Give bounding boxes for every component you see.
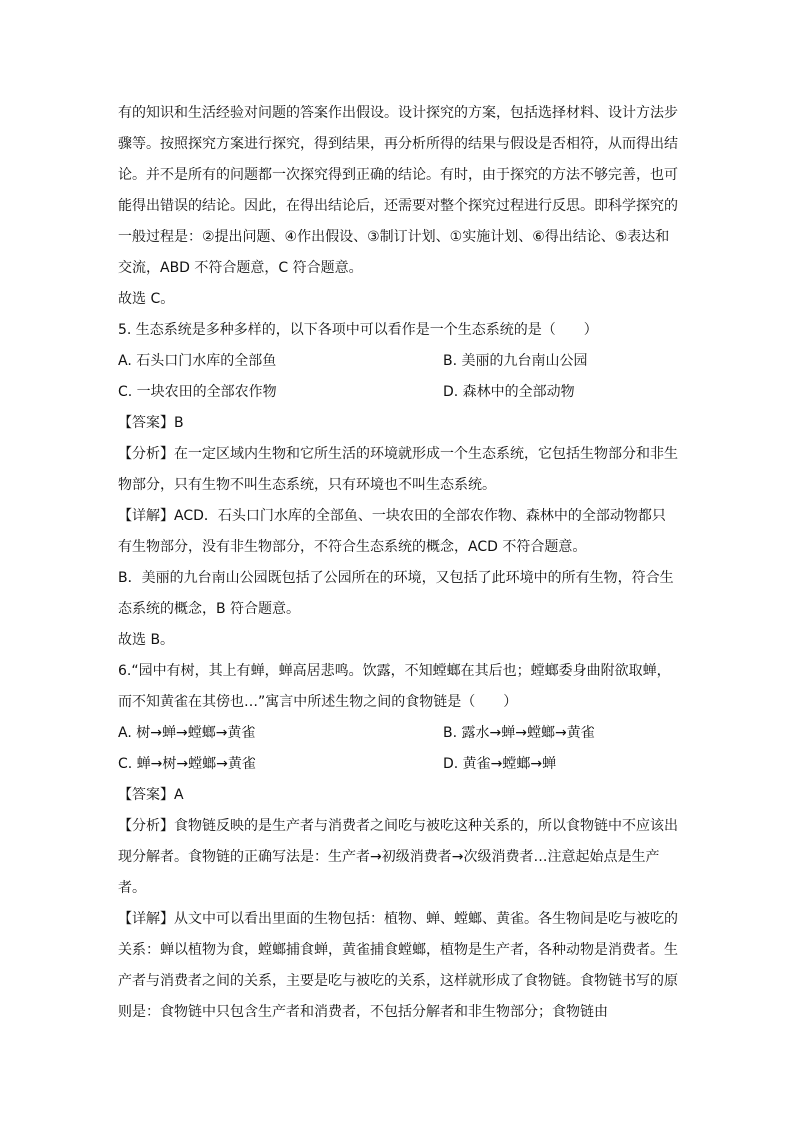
q5-options (118, 346, 678, 408)
q6-analysis: 【分析】食物链反映的是生产者与消费者之间吃与被吃这种关系的，所以食物链中不应该出现分解者。食物链的正确写法是：生产者→初级消费者→次级消费者…注意起始点是生产者。 (118, 818, 678, 896)
q6-option-b: B. 露水→蝉→螳螂→黄雀 (443, 725, 595, 741)
intro-choose: 故选 C。 (118, 291, 175, 307)
q5-analysis: 【分析】在一定区域内生物和它所生活的环境就形成一个生态系统，它包括生物部分和非生物部分，只有生物不叫生态系统，只有环境也不叫生态系统。 (118, 446, 678, 493)
q5-option-d: D. 森林中的全部动物 (443, 384, 575, 400)
q6-options (118, 718, 678, 780)
q6-stem: 6.“园中有树，其上有蝉，蝉高居悲鸣。饮露，不知螳螂在其后也；螳螂委身曲附欲取蝉，而不知黄雀在其傍也…”寓言中所述生物之间的食物链是（ ） (118, 663, 671, 710)
q5-option-b: B. 美丽的九台南山公园 (443, 353, 588, 369)
q6-option-d: D. 黄雀→螳螂→蝉 (443, 756, 557, 772)
q6-answer: 【答案】A (118, 787, 184, 803)
intro-paragraph: 有的知识和生活经验对问题的答案作出假设。设计探究的方案，包括选择材料、设计方法步骤等。按照探究方案进行探究，得到结果，再分析所得的结果与假设是否相符，从而得出结论。并不是所有的问题都一次探究得到正确的结论。有时，由于探究的方法不够完善，也可能得出错误的结论。因此，在得出结论后，还需要对整个探究过程进行反思。即科学探究的一般过程是：②提出问题、④作出假设、③制订计划、①实施计划、⑥得出结论、⑤表达和交流，ABD 不符合题意，C 符合题意。 (118, 105, 678, 276)
q5-stem: 5. 生态系统是多种多样的，以下各项中可以看作是一个生态系统的是（ ） (118, 322, 598, 338)
q5-choose: 故选 B。 (118, 632, 175, 648)
q6-option-a: A. 树→蝉→螳螂→黄雀 (118, 725, 256, 741)
q5-detail-2: B．美丽的九台南山公园既包括了公园所在的环境，又包括了此环境中的所有生物，符合生态系统的概念，B 符合题意。 (118, 570, 674, 617)
q5-answer: 【答案】B (118, 415, 184, 431)
q6-option-c: C. 蝉→树→螳螂→黄雀 (118, 756, 256, 772)
q5-option-a: A. 石头口门水库的全部鱼 (118, 353, 277, 369)
q5-option-c: C. 一块农田的全部农作物 (118, 384, 277, 400)
q6-detail: 【详解】从文中可以看出里面的生物包括：植物、蝉、螳螂、黄雀。各生物间是吃与被吃的关系：蝉以植物为食，螳螂捕食蝉，黄雀捕食螳螂，植物是生产者，各种动物是消费者。生产者与消费者之间的关系，主要是吃与被吃的关系，这样就形成了食物链。食物链书写的原则是：食物链中只包含生产者和消费者，不包括分解者和非生物部分；食物链由 (118, 911, 678, 1020)
q5-detail-1: 【详解】ACD．石头口门水库的全部鱼、一块农田的全部农作物、森林中的全部动物都只有生物部分，没有非生物部分，不符合生态系统的概念，ACD 不符合题意。 (118, 508, 666, 555)
document-page (118, 98, 678, 1028)
